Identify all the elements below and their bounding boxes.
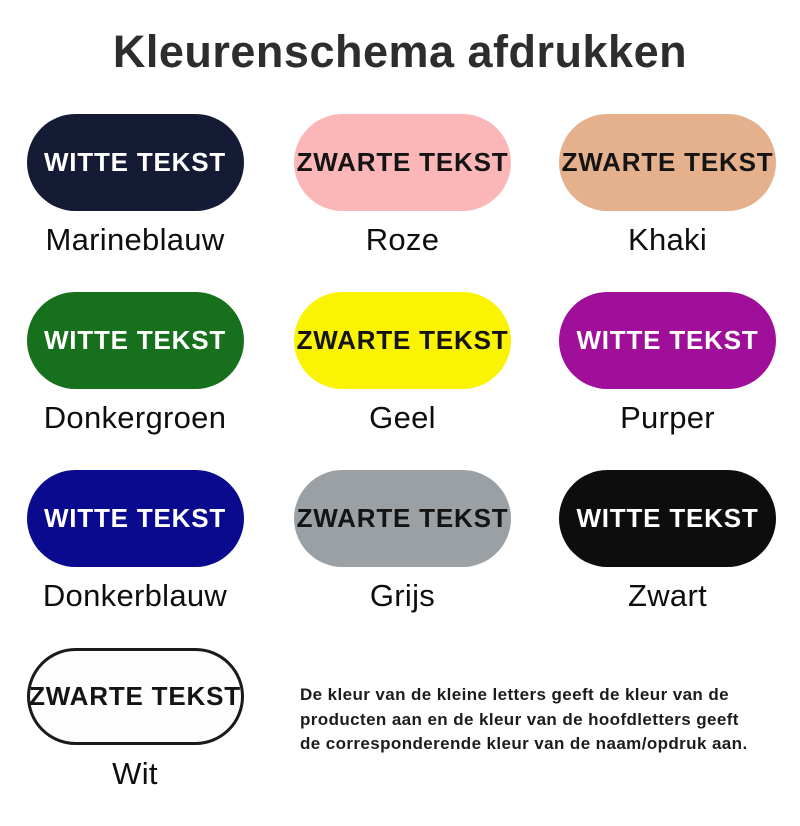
color-swatch: [294, 292, 511, 436]
swatch-grid: [0, 114, 800, 792]
description: De kleur van de kleine letters geeft de kleur van de producten aan en de kleur van de hoofdletters geeft de corresponderende kleur van de naam/opdruk aan.: [300, 685, 748, 754]
color-pill: WITTE TEKST: [559, 470, 776, 567]
color-pill: ZWARTE TEKST: [559, 114, 776, 211]
color-swatch: [294, 470, 511, 614]
swatch-label: Zwart: [628, 578, 707, 613]
swatch-label: Wit: [112, 756, 158, 791]
color-pill: WITTE TEKST: [27, 114, 244, 211]
color-swatch: [27, 114, 244, 258]
swatch-label: Khaki: [627, 222, 708, 257]
color-scheme-page: [0, 26, 800, 826]
color-pill: ZWARTE TEKST: [294, 470, 511, 567]
color-pill: WITTE TEKST: [559, 292, 776, 389]
color-swatch: [27, 292, 244, 436]
color-swatch: [559, 292, 776, 436]
swatch-label: Roze: [365, 222, 440, 257]
color-swatch: [27, 648, 244, 792]
swatch-label: Donkergroen: [43, 400, 227, 435]
swatch-label: Purper: [620, 400, 715, 435]
color-swatch: [559, 114, 776, 258]
color-swatch: [294, 114, 511, 258]
color-pill: WITTE TEKST: [27, 470, 244, 567]
color-pill: ZWARTE TEKST: [294, 114, 511, 211]
color-swatch: [27, 470, 244, 614]
page-title: Kleurenschema afdrukken: [112, 26, 688, 77]
color-swatch: [559, 470, 776, 614]
color-pill: ZWARTE TEKST: [294, 292, 511, 389]
color-pill: ZWARTE TEKST: [27, 648, 244, 745]
swatch-label: Grijs: [369, 578, 436, 613]
color-pill: WITTE TEKST: [27, 292, 244, 389]
swatch-label: Geel: [369, 400, 436, 435]
swatch-label: Marineblauw: [45, 222, 225, 257]
swatch-label: Donkerblauw: [42, 578, 228, 613]
